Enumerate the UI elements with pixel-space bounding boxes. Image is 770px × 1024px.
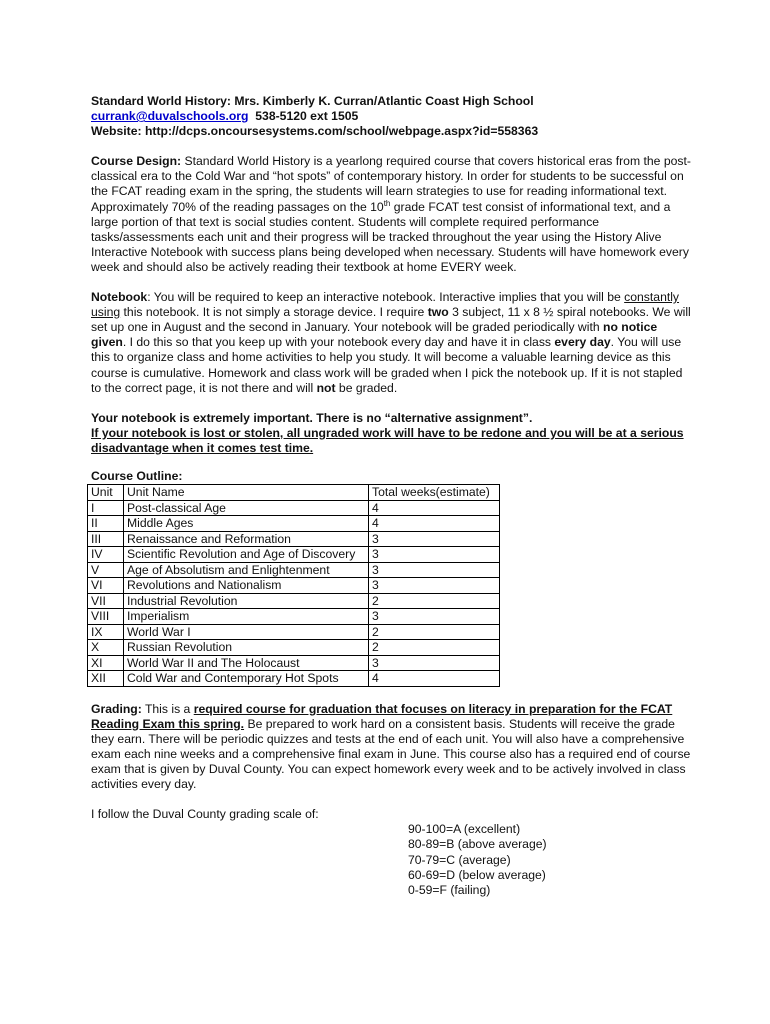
grading-scale: [408, 822, 691, 898]
weeks-cell: 3: [369, 562, 500, 578]
unit-name-cell: Imperialism: [124, 609, 369, 625]
unit-name-cell: Scientific Revolution and Age of Discovery: [124, 547, 369, 563]
table-row: [88, 593, 500, 609]
table-row: [88, 671, 500, 687]
unit-name-cell: World War I: [124, 624, 369, 640]
weeks-cell: 3: [369, 531, 500, 547]
course-outline-table: [87, 484, 500, 687]
table-row: [88, 562, 500, 578]
unit-cell: XII: [88, 671, 124, 687]
course-design-label: Course Design:: [91, 154, 182, 169]
unit-name-cell: Middle Ages: [124, 516, 369, 532]
unit-cell: XI: [88, 655, 124, 671]
weeks-cell: 4: [369, 671, 500, 687]
weeks-cell: 4: [369, 516, 500, 532]
unit-name-cell: Renaissance and Reformation: [124, 531, 369, 547]
unit-cell: VIII: [88, 609, 124, 625]
table-row: [88, 640, 500, 656]
unit-cell: VI: [88, 578, 124, 594]
weeks-cell: 2: [369, 593, 500, 609]
phone-number: 538-5120 ext 1505: [255, 109, 359, 124]
contact-line: [91, 109, 691, 124]
unit-name-cell: Post-classical Age: [124, 500, 369, 516]
document-page: [91, 94, 691, 898]
unit-cell: IV: [88, 547, 124, 563]
unit-cell: III: [88, 531, 124, 547]
notebook-label: Notebook: [91, 290, 148, 305]
unit-name-cell: Revolutions and Nationalism: [124, 578, 369, 594]
course-outline-title: Course Outline:: [91, 468, 183, 483]
table-row: [88, 624, 500, 640]
unit-name-cell: World War II and The Holocaust: [124, 655, 369, 671]
table-row: [88, 655, 500, 671]
weeks-cell: 4: [369, 500, 500, 516]
unit-name-cell: Industrial Revolution: [124, 593, 369, 609]
table-row: [88, 516, 500, 532]
email-link[interactable]: currank@duvalschools.org: [91, 109, 249, 124]
warning-line-1: Your notebook is extremely important. There is no “alternative assignment”.: [91, 410, 533, 425]
weeks-cell: 3: [369, 578, 500, 594]
grading-paragraph: Grading: This is a required course for graduation that focuses on literacy in preparation for the FCAT Reading Exam this spring. Be prepared to work hard on a consistent basis. Students will receive the grade they earn. There will be periodic quizzes and tests at the end of each unit. You will also have a comprehensive exam each nine weeks and a comprehensive final exam in June. This course also has a required end of course exam that is given by Duval County. You can expect homework every week and to be actively involved in class activities every day.: [91, 701, 691, 792]
header-unit-name: Unit Name: [124, 485, 369, 501]
table-row: [88, 531, 500, 547]
grade-b: 80-89=B (above average): [408, 837, 547, 852]
grade-d: 60-69=D (below average): [408, 867, 546, 882]
unit-cell: II: [88, 516, 124, 532]
notebook-paragraph: Notebook: You will be required to keep an interactive notebook. Interactive implies that you will be constantly using this notebook. It is not simply a storage device. I require two 3 subject, 11 x 8 ½ spiral notebooks. We will set up one in August and the second in January. Your notebook will be graded periodically with no notice given. I do this so that you keep up with your notebook every day and have it in class every day. You will use this to organize class and home activities to help you study. It will become a valuable learning device as this course is cumulative. Homework and class work will be graded when I pick the notebook up. If it is not stapled to the correct page, it is not there and will not be graded.: [91, 290, 691, 395]
unit-cell: X: [88, 640, 124, 656]
table-row: [88, 578, 500, 594]
unit-name-cell: Age of Absolutism and Enlightenment: [124, 562, 369, 578]
grade-c: 70-79=C (average): [408, 852, 511, 867]
unit-name-cell: Russian Revolution: [124, 640, 369, 656]
weeks-cell: 2: [369, 640, 500, 656]
unit-name-cell: Cold War and Contemporary Hot Spots: [124, 671, 369, 687]
unit-cell: VII: [88, 593, 124, 609]
table-row: [88, 609, 500, 625]
weeks-cell: 3: [369, 547, 500, 563]
grade-f: 0-59=F (failing): [408, 883, 491, 898]
unit-cell: V: [88, 562, 124, 578]
grade-a: 90-100=A (excellent): [408, 822, 521, 837]
header-unit: Unit: [88, 485, 124, 501]
table-row: [88, 500, 500, 516]
unit-cell: IX: [88, 624, 124, 640]
page-title: Standard World History: Mrs. Kimberly K. Curran/Atlantic Coast High School: [91, 94, 534, 108]
weeks-cell: 3: [369, 609, 500, 625]
unit-cell: I: [88, 500, 124, 516]
table-row: [88, 547, 500, 563]
warning-line-2: If your notebook is lost or stolen, all ungraded work will have to be redone and you will be at a serious disadvantage when it comes test time.: [91, 425, 684, 455]
table-header-row: [88, 485, 500, 501]
website-line: Website: http://dcps.oncoursesystems.com/school/webpage.aspx?id=558363: [91, 124, 539, 139]
weeks-cell: 3: [369, 655, 500, 671]
course-design-paragraph: Course Design: Standard World History is a yearlong required course that covers historical eras from the post-classical era to the Cold War and “hot spots” of contemporary history. In order for students to be successful on the FCAT reading exam in the spring, the students will learn strategies to use for reading informational text. Approximately 70% of the reading passages on the 10th grade FCAT test consist of informational text, and a large portion of that text is social studies content. Students will complete required performance tasks/assessments each unit and their progress will be tracked throughout the year using the History Alive Interactive Notebook with success plans being developed when necessary. Students will have homework every week and should also be actively reading their textbook at home EVERY week.: [91, 154, 691, 274]
grading-scale-intro: I follow the Duval County grading scale of:: [91, 807, 319, 822]
weeks-cell: 2: [369, 624, 500, 640]
header-total-weeks: Total weeks(estimate): [369, 485, 500, 501]
grading-label: Grading:: [91, 701, 142, 716]
